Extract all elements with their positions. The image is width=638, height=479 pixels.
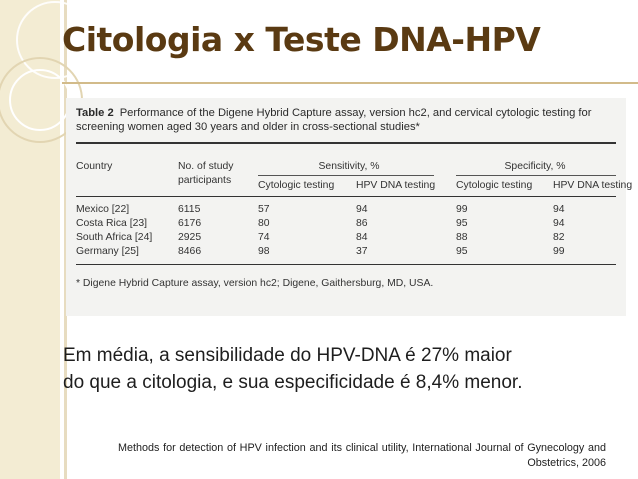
cell-spec-cyto: 99 xyxy=(456,204,468,215)
header-country: Country xyxy=(76,161,113,172)
header-specificity: Specificity, % xyxy=(504,161,566,172)
summary-text xyxy=(63,342,623,396)
cell-sens-hpv: 94 xyxy=(356,204,368,215)
cell-participants: 6176 xyxy=(178,218,202,229)
title-divider xyxy=(62,82,638,84)
cell-sens-hpv: 84 xyxy=(356,232,368,243)
cell-spec-cyto: 95 xyxy=(456,218,468,229)
header-participants-1: No. of study xyxy=(178,161,234,172)
table-caption: Performance of the Digene Hybrid Capture assay, version hc2, and cervical cytologic testing for screening women aged 30 years and older in cross-sectional studies* xyxy=(76,107,592,133)
header-sensitivity: Sensitivity, % xyxy=(318,161,380,172)
cell-country: Germany [25] xyxy=(76,246,139,257)
cell-spec-hpv: 94 xyxy=(553,204,565,215)
cell-spec-hpv: 99 xyxy=(553,246,565,257)
table-footnote: * Digene Hybrid Capture assay, version hc2; Digene, Gaithersburg, MD, USA. xyxy=(76,278,434,289)
cell-spec-hpv: 82 xyxy=(553,232,565,243)
cell-spec-cyto: 95 xyxy=(456,246,468,257)
cell-country: Costa Rica [23] xyxy=(76,218,148,229)
slide-title: Citologia x Teste DNA-HPV xyxy=(62,20,541,59)
cell-country: South Africa [24] xyxy=(76,232,153,243)
cell-participants: 6115 xyxy=(178,204,201,215)
cell-spec-hpv: 94 xyxy=(553,218,565,229)
cell-participants: 8466 xyxy=(178,246,202,257)
cell-sens-cyto: 57 xyxy=(258,204,270,215)
cell-sens-hpv: 86 xyxy=(356,218,368,229)
table-top-rule xyxy=(76,142,616,144)
header-sens-hpv: HPV DNA testing xyxy=(356,180,436,191)
table-label: Table 2 xyxy=(76,107,114,119)
header-spec-hpv: HPV DNA testing xyxy=(553,180,633,191)
cell-sens-hpv: 37 xyxy=(356,246,368,257)
header-spec-cyto: Cytologic testing xyxy=(456,180,533,191)
summary-line-2: do que a citologia, e sua especificidade é 8,4% menor. xyxy=(63,372,523,393)
summary-line-1: Em média, a sensibilidade do HPV-DNA é 27% maior xyxy=(63,345,512,366)
cell-sens-cyto: 74 xyxy=(258,232,270,243)
header-participants-2: participants xyxy=(178,175,232,186)
cell-sens-cyto: 98 xyxy=(258,246,270,257)
specificity-rule xyxy=(456,175,616,176)
citation: Methods for detection of HPV infection and its clinical utility, International Journal of Gynecology and Obstetrics, 2006 xyxy=(118,442,606,469)
cell-sens-cyto: 80 xyxy=(258,218,270,229)
header-sens-cyto: Cytologic testing xyxy=(258,180,335,191)
cell-country: Mexico [22] xyxy=(76,204,130,215)
cell-participants: 2925 xyxy=(178,232,202,243)
study-table xyxy=(66,98,633,316)
table-header-rule xyxy=(76,196,616,197)
cell-spec-cyto: 88 xyxy=(456,232,468,243)
sensitivity-rule xyxy=(258,175,434,176)
table-bottom-rule xyxy=(76,264,616,265)
table-caption-block xyxy=(76,106,616,134)
